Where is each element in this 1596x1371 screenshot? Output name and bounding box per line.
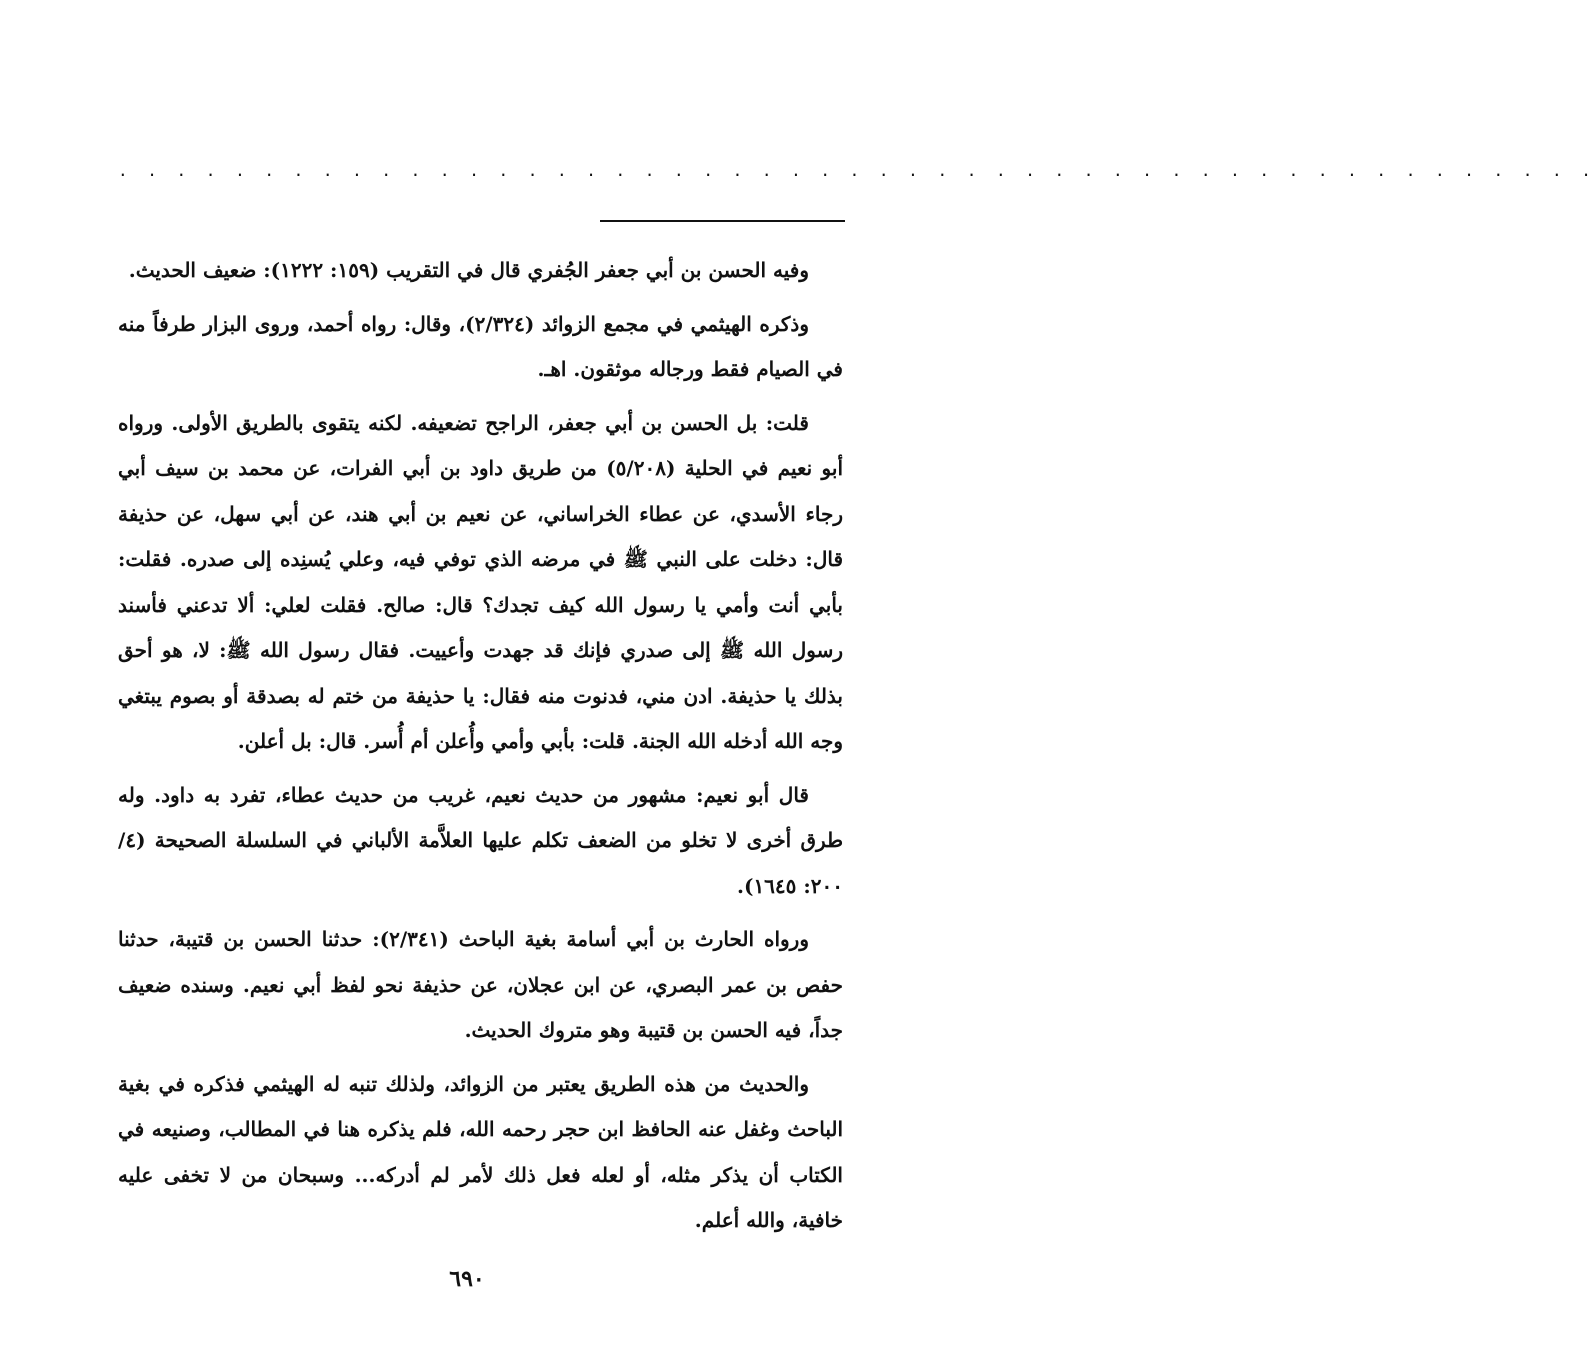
paragraph-2: وذكره الهيثمي في مجمع الزوائد (٢/٣٢٤)، وقال: رواه أحمد، وروى البزار طرفاً منه في الصيام فقط ورجاله موثقون. اهـ. [118, 311, 843, 381]
paragraph-6: والحديث من هذه الطريق يعتبر من الزوائد، ولذلك تنبه له الهيثمي فذكره في بغية الباحث وغفل عنه الحافظ ابن حجر رحمه الله، فلم يذكره هنا في المطالب، وصنيعه في الكتاب أن يذكر مثله، أو لعله فعل ذلك لأمر لم أدركه... وسبحان من لا تخفى عليه خافية، والله أعلم. [118, 1071, 843, 1232]
paragraph-5: ورواه الحارث بن أبي أسامة بغية الباحث (٢/٣٤١): حدثنا الحسن بن قتيبة، حدثنا حفص بن عمر البصري، عن ابن عجلان، عن حذيفة نحو لفظ أبي نعيم. وسنده ضعيف جداً، فيه الحسن بن قتيبة وهو متروك الحديث. [118, 927, 843, 1042]
paragraph-4: قال أبو نعيم: مشهور من حديث نعيم، غريب من حديث عطاء، تفرد به داود. وله طرق أخرى لا تخلو من الضعف تكلم عليها العلاَّمة الألباني في السلسلة الصحيحة (٤/ ٢٠٠: ١٦٤٥). [118, 782, 843, 898]
footnote-rule [600, 220, 845, 222]
footnote-body [118, 248, 843, 1252]
page-number: ٦٩٠ [449, 1266, 485, 1292]
paragraph-1: وفيه الحسن بن أبي جعفر الجُفري قال في التقريب (١٥٩: ١٢٢٢): ضعيف الحديث. [128, 258, 809, 282]
paragraph-3: قلت: بل الحسن بن أبي جعفر، الراجح تضعيفه. لكنه يتقوى بالطريق الأولى. ورواه أبو نعيم في الحلية (٥/٢٠٨) من طريق داود بن أبي الفرات، عن محمد بن سيف أبي رجاء الأسدي، عن عطاء الخراساني، عن نعيم بن أبي هند، عن أبي سهل، عن حذيفة قال: دخلت على النبي ﷺ في مرضه الذي توفي فيه، وعلي يُسنِده إلى صدره. فقلت: بأبي أنت وأمي يا رسول الله كيف تجدك؟ قال: صالح. فقلت لعلي: ألا تدعني فأسند رسول الله ﷺ إلى صدري فإنك قد جهدت وأعييت. فقال رسول الله ﷺ: لا، هو أحق بذلك يا حذيفة. ادن مني، فدنوت منه فقال: يا حذيفة من ختم له بصدقة أو بصوم يبتغي وجه الله أدخله الله الجنة. قلت: بأبي وأمي وأُعلن أم أُسر. قال: بل أعلن. [118, 410, 843, 753]
dotted-separator: . . . . . . . . . . . . . . . . . . . . . . . . . . . . . . . . . . . . . . . . . . . . . . . . . . . [118, 161, 1596, 180]
